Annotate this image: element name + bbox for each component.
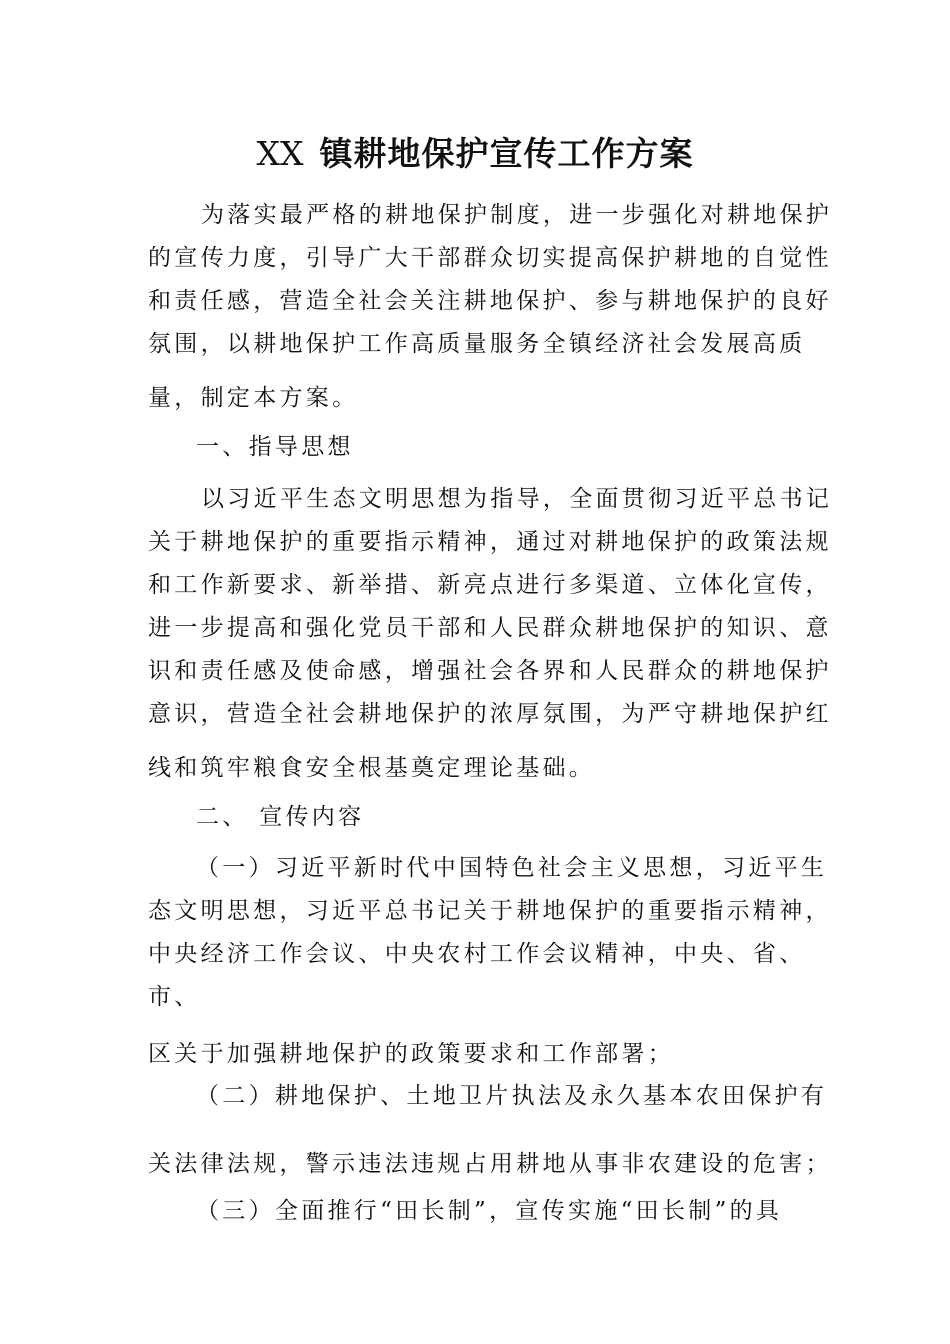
body-line: （二）耕地保护、土地卫片执法及永久基本农田保护有 (196, 1083, 828, 1109)
body-line: 区关于加强耕地保护的政策要求和工作部署； (148, 1041, 674, 1067)
body-line: 市、 (148, 984, 201, 1010)
body-line: 中央经济工作会议、中央农村工作会议精神，中央、省、 (148, 941, 806, 967)
body-line: （三）全面推行“田长制”，宣传实施“田长制”的具 (196, 1198, 783, 1224)
section-heading-guiding-thought: 一、指导思想 (196, 434, 354, 460)
body-line: 量，制定本方案。 (148, 385, 359, 411)
body-line: 关法律法规，警示违法违规占用耕地从事非农建设的危害； (148, 1151, 832, 1177)
body-line: 的宣传力度，引导广大干部群众切实提高保护耕地的自觉性 (148, 245, 832, 271)
body-line: 氛围，以耕地保护工作高质量服务全镇经济社会发展高质 (148, 331, 806, 357)
body-line: 以习近平生态文明思想为指导，全面贯彻习近平总书记 (201, 486, 833, 512)
body-line: 进一步提高和强化党员干部和人民群众耕地保护的知识、意 (148, 615, 832, 641)
body-line: （一）习近平新时代中国特色社会主义思想，习近平生 (196, 855, 828, 881)
body-line: 意识，营造全社会耕地保护的浓厚氛围，为严守耕地保护红 (148, 701, 832, 727)
body-line: 态文明思想，习近平总书记关于耕地保护的重要指示精神， (148, 898, 832, 924)
body-line: 为落实最严格的耕地保护制度，进一步强化对耕地保护 (201, 202, 833, 228)
title-prefix: XX (256, 134, 304, 173)
document-title (0, 128, 950, 175)
body-line: 识和责任感及使命感，增强社会各界和人民群众的耕地保护 (148, 658, 832, 684)
body-line: 线和筑牢粮食安全根基奠定理论基础。 (148, 755, 596, 781)
body-line: 和工作新要求、新举措、新亮点进行多渠道、立体化宣传， (148, 572, 832, 598)
title-main: 镇耕地保护宣传工作方案 (319, 134, 694, 173)
body-line: 和责任感，营造全社会关注耕地保护、参与耕地保护的良好 (148, 288, 832, 314)
section-heading-publicity-content: 二、 宣传内容 (196, 804, 365, 830)
body-line: 关于耕地保护的重要指示精神，通过对耕地保护的政策法规 (148, 529, 832, 555)
